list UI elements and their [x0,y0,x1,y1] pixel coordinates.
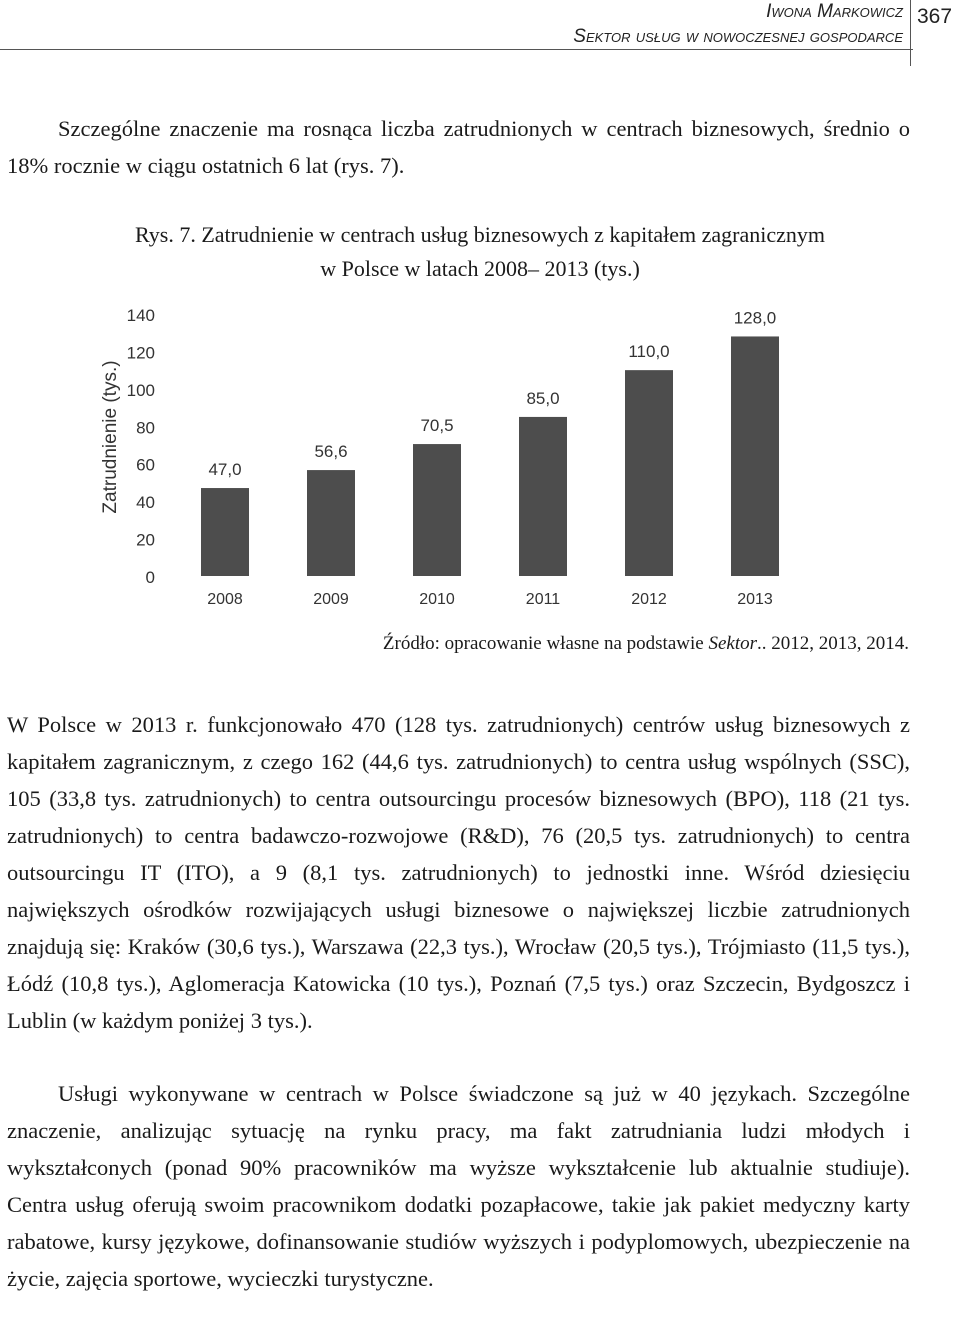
bar-data-label: 128,0 [733,308,777,328]
y-tick-label: 80 [136,418,155,438]
header-rule [0,49,913,50]
x-tick-label: 2011 [525,591,561,608]
bar [201,488,249,576]
source-italic: Sektor [708,633,757,654]
y-tick-label: 0 [145,568,155,587]
bar-data-label: 70,5 [420,416,454,436]
bar-data-label: 85,0 [526,388,560,408]
header-divider [910,0,911,66]
bar-data-label: 56,6 [314,442,348,462]
x-tick-label: 2010 [419,591,455,608]
figure-source [383,633,909,655]
y-axis-ticks [127,306,155,587]
x-tick-label: 2012 [631,591,667,608]
figure-caption-line-2: w Polsce w latach 2008– 2013 (tys.) [320,256,640,281]
main-paragraph: W Polsce w 2013 r. funkcjonowało 470 (128 tys. zatrudnionych) centrów usług biznesowych z kapitałem zagranicznym, z czego 162 (44,6 tys. zatrudnionych) to centra usług wspólnych (SSC), 105 (33,8 tys. zatrudnionych) to centra outsourcingu procesów biznesowych (BPO), 118 (21 tys. zatrudnionych) to centra badawczo-rozwojowe (R&D), 76 (20,5 tys. zatrudnionych) to centra outsourcingu IT (ITO), a 9 (8,1 tys. zatrudnionych) to jednostki inne. Wśród dziesięciu największych ośrodków rozwijających usługi biznesowe o największej liczbie zatrudnionych znajdują się: Kraków (30,6 tys.), Warszawa (22,3 tys.), Wrocław (20,5 tys.), Trójmiasto (11,5 tys.), Łódź (10,8 tys.), Aglomeracja Katowicka (10 tys.), Poznań (7,5 tys.) oraz Szczecin, Bydgoszcz i Lublin (w każdym poniżej 3 tys.). [7,712,910,1033]
bar [413,444,461,576]
y-tick-label: 60 [136,455,155,475]
employment-bar-chart [80,295,810,625]
y-tick-label: 40 [136,493,155,513]
x-tick-label: 2008 [207,591,243,608]
running-header-author: Iwona Markowicz [766,1,903,22]
y-axis-label: Zatrudnienie (tys.) [100,360,121,514]
figure-caption [0,218,960,286]
bar [307,470,355,576]
bar-data-label: 47,0 [208,460,242,480]
bar [519,417,567,576]
bars [201,336,779,576]
x-tick-label: 2009 [313,591,349,608]
source-suffix: .. 2012, 2013, 2014. [757,633,909,654]
y-tick-label: 20 [136,530,155,550]
intro-paragraph: Szczególne znaczenie ma rosnąca liczba zatrudnionych w centrach biznesowych, średnio o 18% rocznie w ciągu ostatnich 6 lat (rys. 7). [7,116,910,178]
bar-data-label: 110,0 [628,342,670,362]
x-tick-label: 2013 [737,591,773,608]
second-paragraph: Usługi wykonywane w centrach w Polsce świadczone są już w 40 językach. Szczególne znaczenie, analizując sytuację na rynku pracy, ma fakt zatrudniania ludzi młodych i wykształconych (ponad 90% pracowników ma wyższe wykształcenie lub aktualnie studiuje). Centra usług oferują swoim pracownikom dodatki pozapłacowe, takie jak pakiet medyczny karty rabatowe, kursy językowe, dofinansowanie studiów wyższych i podyplomowych, ubezpieczenie na życie, zajęcia sportowe, wycieczki turystyczne. [7,1081,910,1291]
source-prefix: Źródło: opracowanie własne na podstawie [382,633,709,654]
x-axis-ticks [207,591,773,608]
page-number: 367 [917,5,953,28]
bar [625,370,673,576]
y-tick-label: 100 [126,380,155,400]
bar [731,336,779,576]
running-header-title: Sektor usług w nowoczesnej gospodarce [573,26,903,47]
figure-caption-line-1: Rys. 7. Zatrudnienie w centrach usług biznesowych z kapitałem zagranicznym [134,222,826,247]
y-tick-label: 140 [126,306,155,325]
y-tick-label: 120 [126,343,155,363]
bar-data-labels [208,308,776,479]
